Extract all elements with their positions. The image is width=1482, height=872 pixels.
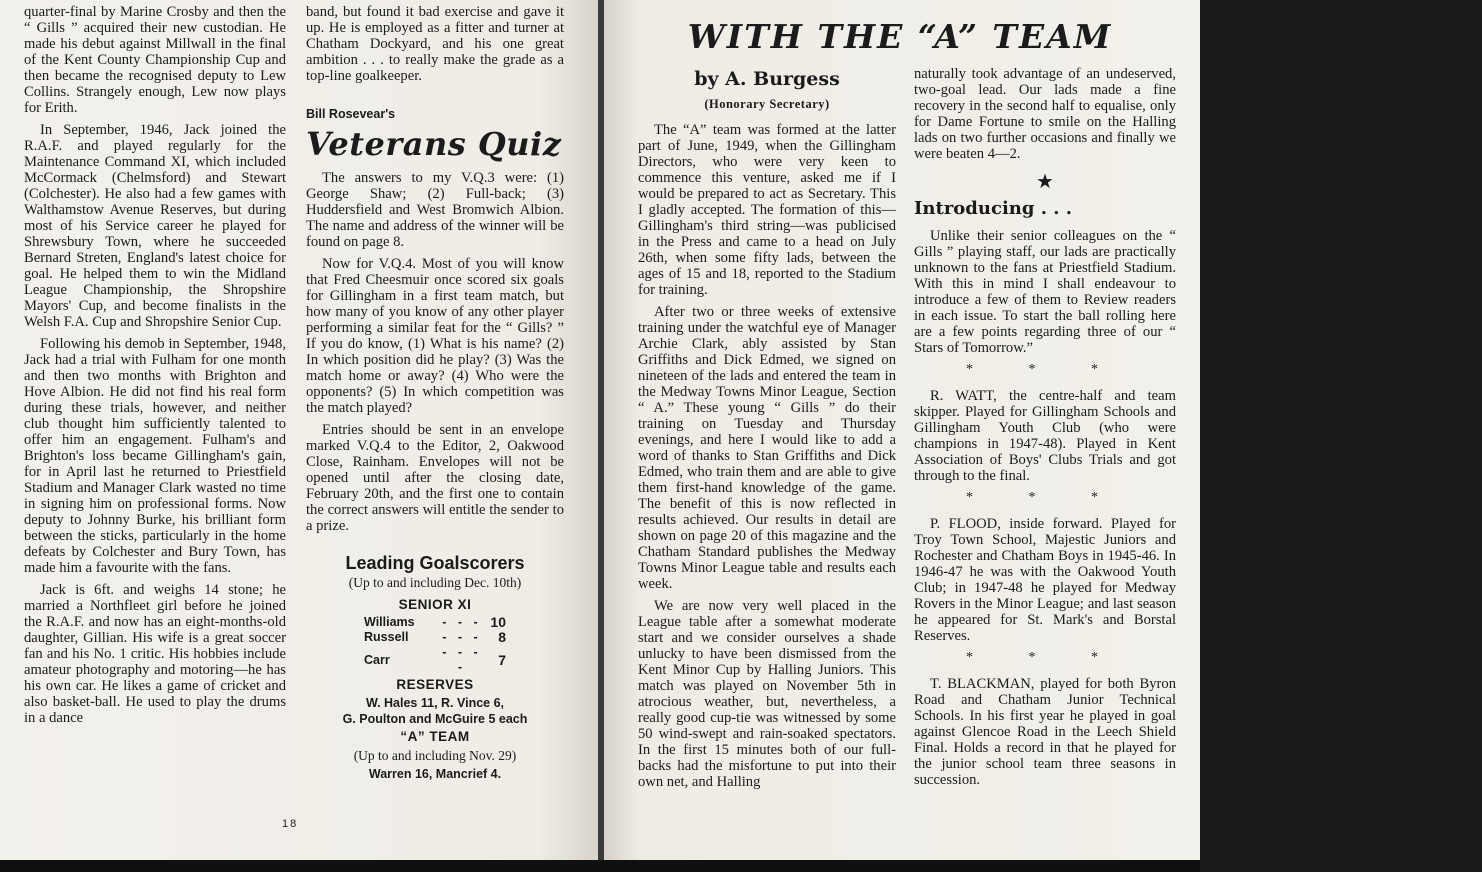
- article-byline: by A. Burgess: [694, 68, 840, 90]
- table-row: [362, 630, 508, 645]
- reserves-line: W. Hales 11, R. Vince 6,: [365, 696, 505, 710]
- goalscorers-subtitle: (Up to and including Dec. 10th): [348, 575, 522, 590]
- left-column-2: [306, 4, 564, 782]
- article-paragraph: Jack is 6ft. and weighs 14 stone; he married a Northfleet girl before he joined the R.A.F. and now has an eight-months-old daughter, Gillian. His wife is a great soccer fan and his No. 1 critic. His hobbies include amateur photography and motoring—he has his own car. He likes a game of cricket and also basket-ball. He used to play the drums in a dance: [24, 582, 286, 726]
- senior-table: [362, 615, 508, 675]
- player-name: Russell: [364, 630, 409, 644]
- right-column-2: [914, 66, 1176, 794]
- reserves-heading: RESERVES: [396, 677, 474, 692]
- article-paragraph: The “A” team was formed at the latter part of June, 1949, when the Gillingham Directors, who were very keen to commence this venture, asked me if I would be prepared to act as Secretary. This I gladly accepted. The formation of this—Gillingham's third string—was publicised in the Press and came to a head on July 26th, when some fifty lads, between the ages of 15 and 18, reported to the Stadium for training.: [638, 122, 896, 298]
- left-column-1: [24, 4, 286, 732]
- quiz-paragraph: Now for V.Q.4. Most of you will know that Fred Cheesmuir once scored six goals for Gillingham in a first team match, but how many of you know of any other player performing a similar feat for the “ Gills? ” If you do know, (1) What is his name? (2) In which position did he play? (3) Was the match home or away? (4) Who were the opponents? (5) In which competition was the match played?: [306, 256, 564, 416]
- goal-count: 8: [498, 629, 506, 645]
- asterisk-separator: * * *: [966, 362, 1124, 377]
- goal-count: 10: [490, 614, 506, 630]
- player-profile: R. WATT, the centre-half and team skipper. Played for Gillingham Schools and Gillingham Youth Club (who were champions in 1947-48). Played in Kent Association of Boys' Clubs Trials and got through to the final.: [914, 388, 1176, 484]
- article-paragraph: naturally took advantage of an undeserved, two-goal lead. Our lads made a fine recovery in the second half to equalise, only for Dame Fortune to smile on the Halling lads on two further occasions and finally we were beaten 4—2.: [914, 66, 1176, 162]
- a-team-heading: “A” TEAM: [400, 729, 470, 744]
- asterisk-separator: * * *: [966, 650, 1124, 665]
- player-profile: T. BLACKMAN, played for both Byron Road and Chatham Junior Technical Schools. In his first year he played in goal against Glencoe Road in the Leech Shield Final. Holds a record in that he played for the junior school team three seasons in succession.: [914, 676, 1176, 788]
- right-page: [604, 0, 1482, 860]
- player-profile: P. FLOOD, inside forward. Played for Troy Town School, Majestic Juniors and Rochester and Chatham Boys in 1945-46. In 1946-47 he was with the Oakwood Youth Club; in 1947-48 he played for Medway Rovers in the Minor League; and last season he appeared for St. Mark's and Borstal Reserves.: [914, 516, 1176, 644]
- senior-heading: SENIOR XI: [398, 597, 472, 612]
- article-paragraph: After two or three weeks of extensive training under the watchful eye of Manager Archie Clark, ably assisted by Stan Griffiths and Dick Edmed, we signed on nineteen of the lads and entered the team in the Medway Towns Minor League, Section “ A.” These young “ Gills ” do their training on Tuesday and Thursday evenings, and here I would like to add a word of thanks to Stan Griffiths and Dick Edmed, who train them and are able to give them first-hand knowledge of the game. The benefit of this is now reflected in results achieved. Our results in detail are shown on page 20 of this magazine and the Chatham Standard publishes the Medway Towns Minor League table and results each week.: [638, 304, 896, 592]
- goalscorers-title: Leading Goalscorers: [345, 553, 525, 573]
- table-row: [362, 645, 508, 675]
- article-paragraph: We are now very well placed in the League table after a somewhat moderate start and we consider ourselves a shade unlucky to have been dismissed from the Kent Minor Cup by Halling Juniors. This match was played on November 5th in atrocious weather, but, nevertheless, a really good cup-tie was witnessed by some 50 wind-swept and rain-soaked spectators. In the first 15 minutes both of our full-backs had the misfortune to put into their own net, and Halling: [638, 598, 896, 790]
- asterisk-separator: * * *: [966, 490, 1124, 505]
- article-paragraph: quarter-final by Marine Crosby and then the “ Gills ” acquired their new custodian. He made his debut against Millwall in the final of the Kent County Championship Cup and then became the recognised deputy to Lew Collins. Strangely enough, Lew now plays for Erith.: [24, 4, 286, 116]
- introducing-heading: Introducing . . .: [914, 198, 1073, 219]
- article-paragraph: band, but found it bad exercise and gave it up. He is employed as a fitter and turner at Chatham Dockyard, and his one great ambition . . . to really make the grade as a top-line goalkeeper.: [306, 4, 564, 84]
- a-team-line: Warren 16, Mancrief 4.: [368, 767, 502, 781]
- goalscorers-box: [306, 552, 564, 782]
- table-row: [362, 615, 508, 630]
- right-column-1: [638, 66, 896, 796]
- quiz-title: Veterans Quiz: [306, 125, 562, 163]
- introducing-paragraph: Unlike their senior colleagues on the “ Gills ” playing staff, our lads are practically unknown to the fans at Priestfield Stadium. With this in mind I shall endeavour to introduce a few of them to Review readers in each issue. To start the ball rolling here are a few points regarding three of our “ Stars of Tomorrow.”: [914, 228, 1176, 356]
- scan-border: [0, 860, 1200, 872]
- quiz-paragraph: The answers to my V.Q.3 were: (1) George Shaw; (2) Full-back; (3) Huddersfield and West Bromwich Albion. The name and address of the winner will be found on page 8.: [306, 170, 564, 250]
- byline-role: (Honorary Secretary): [704, 97, 830, 111]
- left-page: [0, 0, 598, 860]
- star-icon: ★: [1036, 171, 1054, 193]
- player-name: Carr: [364, 652, 390, 667]
- article-paragraph: In September, 1946, Jack joined the R.A.F. and played regularly for the Maintenance Command XI, which included McCormack (Chelmsford) and Stewart (Colchester). He also had a few games with Walthamstow Avenue Reserves, but during most of his Service career he played for Shrewsbury Town, where he succeeded Bernard Streten, England's latest choice for goal. He helped them to win the Midland League Championship, the Shropshire Mayors' Cup, and become finalists in the Welsh F.A. Cup and Shropshire Senior Cup.: [24, 122, 286, 330]
- article-paragraph: Following his demob in September, 1948, Jack had a trial with Fulham for one month and then two months with Brighton and Hove Albion. He did not find his real form during these trials, however, and neither club thought him sufficiently talented to offer him an engagement. Fulham's and Brighton's loss became Gillingham's gain, for in April last he returned to Priestfield Stadium and Manager Clark wasted no time in signing him on professional forms. Now deputy to Johnny Burke, his brilliant form between the sticks, particularly in the home defeats by Colchester and Bury Town, has made him a favourite with the fans.: [24, 336, 286, 576]
- goal-count: 7: [498, 651, 506, 668]
- leader-dashes: - - -: [442, 615, 482, 629]
- quiz-paragraph: Entries should be sent in an envelope marked V.Q.4 to the Editor, 2, Oakwood Close, Rainham. Envelopes will not be opened until after the closing date, February 20th, and the first one to contain the correct answers will entitle the sender to a prize.: [306, 422, 564, 534]
- page-number: 19: [1466, 818, 1482, 830]
- leader-dashes: - - - -: [442, 645, 482, 674]
- reserves-line: G. Poulton and McGuire 5 each: [342, 712, 528, 726]
- player-name: Williams: [364, 615, 415, 629]
- article-title: WITH THE “A” TEAM: [687, 17, 1113, 56]
- quiz-byline: Bill Rosevear's: [306, 107, 396, 121]
- leader-dashes: - - -: [442, 630, 482, 644]
- a-team-subtitle: (Up to and including Nov. 29): [353, 748, 517, 763]
- page-number: 18: [282, 818, 299, 830]
